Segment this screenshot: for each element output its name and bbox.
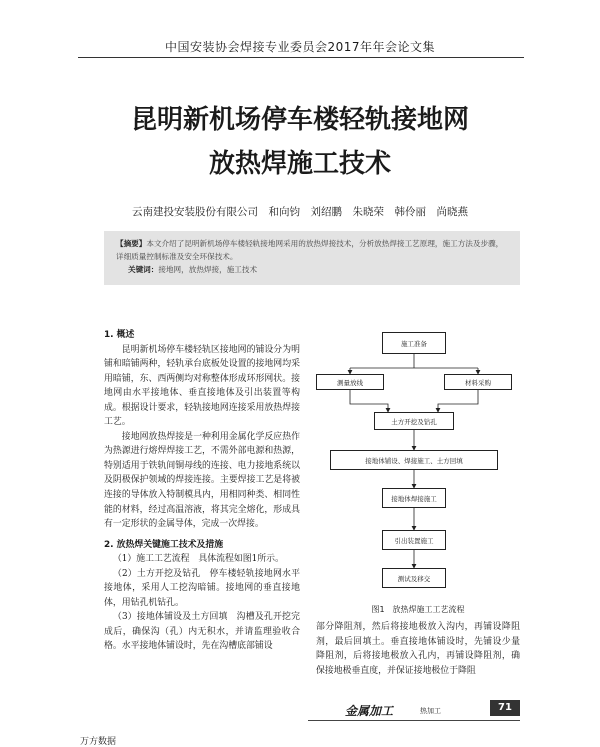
paragraph-right: 部分降阻剂，然后将接地极放入沟内，再铺设降阻剂，最后回填土。垂直接地体铺设时，先铺设少量降阻剂，后将接地极放入孔内，再铺设降阻剂，确保接地极垂直度，并保证接地极位于降阻 (316, 622, 520, 676)
title-line-2: 放热焊施工技术 (208, 149, 391, 179)
figure-caption: 图1 放热焊施工工艺流程 (371, 605, 465, 614)
page-number: 71 (490, 700, 520, 716)
paragraph-2: 接地网放热焊接是一种利用金属化学反应热作为热源进行熔焊焊接工艺，不需外部电源和热源，特别适用于铁轨间铜母线的连接、电力接地系统以及阴极保护领域的焊接连接。主要焊接工艺是将被连接的导体放入特制模具内，用相同种类、相同性能的材料，经过高温溶液，将其完全熔化，形成具有一定形状的金属导体，完成一次焊接。 (104, 431, 300, 530)
flow-step-test: 测试及移交 (382, 568, 446, 588)
abstract (116, 237, 508, 263)
paragraph-3: （1）施工工艺流程 具体流程如图1所示。 (112, 554, 284, 565)
title-line-1: 昆明新机场停车楼轻轨接地网 (130, 105, 469, 135)
journal-subtitle: 热加工 (420, 707, 441, 715)
paragraph-5: （3）接地体铺设及土方回填 沟槽及孔开挖完成后，确保沟（孔）内无积水，并请监理验收合格。水平接地体铺设时，先在沟槽底部铺设 (104, 612, 300, 652)
section-2-heading: 2. 放热焊关键施工技术及措施 (104, 539, 224, 550)
keywords-label: 关键词： (128, 265, 159, 274)
abstract-box (104, 231, 520, 285)
right-column (316, 620, 520, 678)
running-head: 中国安装协会焊接专业委员会2017年年会论文集 (164, 40, 436, 54)
flow-step-lead-out: 引出装置施工 (382, 530, 446, 550)
flow-step-survey: 测量放线 (316, 374, 384, 390)
flow-step-excavation: 土方开挖及钻孔 (374, 412, 454, 430)
paper-title (0, 98, 600, 186)
abstract-text: 本文介绍了昆明新机场停车楼轻轨接地网采用的放热焊接技术，分析放热焊接工艺原理，施工方法及步骤，详细质量控制标准及安全环保技术。 (116, 239, 504, 261)
footer-rule (308, 720, 520, 721)
flow-step-lay-weld-backfill: 接地体铺设、焊接施工、土方回填 (330, 450, 498, 470)
keywords-text: 接地网，放热焊接，施工技术 (158, 265, 258, 274)
arrow-survey-down (350, 390, 388, 412)
flow-step-prep: 施工准备 (382, 332, 446, 354)
authors: 云南建投安装股份有限公司 和向钧 刘绍鹏 朱晓荣 韩伶丽 尚晓燕 (132, 206, 468, 218)
left-column (104, 328, 300, 654)
journal-logo: 金属加工 (345, 704, 394, 718)
header-rule (78, 57, 524, 58)
abstract-label: 【摘要】 (116, 239, 147, 248)
flow-step-material: 材料采购 (444, 374, 512, 390)
keywords (116, 263, 508, 276)
arrow-material-down (438, 390, 478, 412)
flow-step-welding: 接地体焊接施工 (382, 488, 446, 508)
watermark: 万方数据 (80, 737, 117, 747)
paragraph-4: （2）土方开挖及钻孔 停车楼轻轨接地网水平接地体，采用人工挖沟暗铺。接地网的垂直接地体，用钻孔机钻孔。 (104, 568, 300, 608)
section-1-heading: 1. 概述 (104, 330, 135, 340)
paragraph-1: 昆明新机场停车楼轻轨区接地网的铺设分为明铺和暗铺两种，轻轨承台底板处设置的接地网均采用暗铺，东、西两侧均对称整体形成环形网状。接地网由水平接地体、垂直接地体及引出装置等构成。根据设计要求，轻轨接地网连接采用放热焊接工艺。 (104, 344, 300, 428)
